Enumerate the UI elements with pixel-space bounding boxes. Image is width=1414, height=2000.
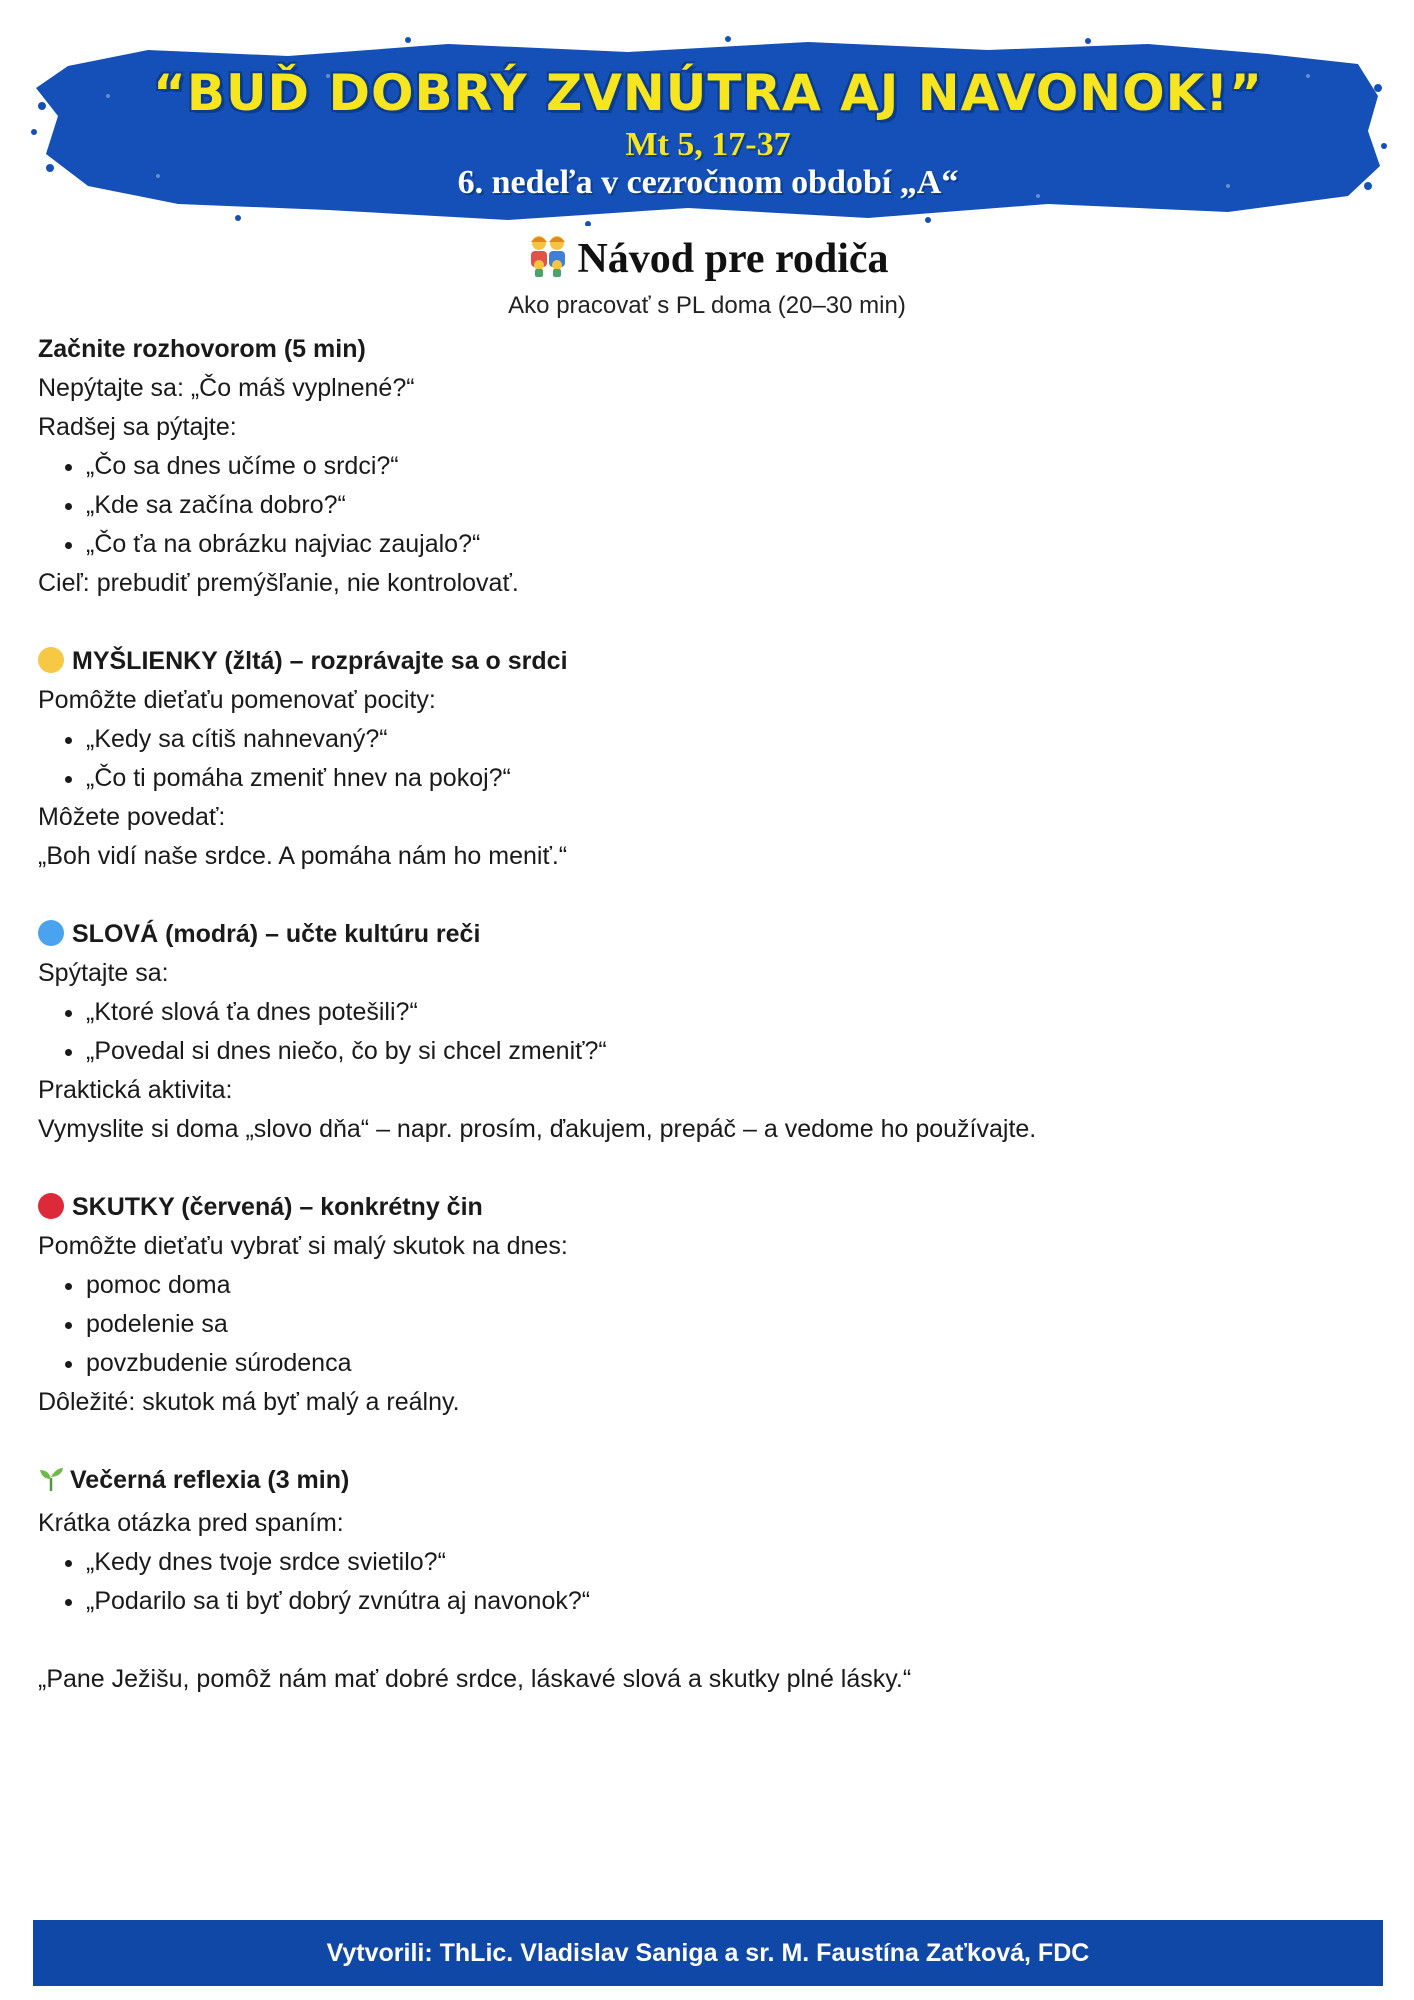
list-item: • „Kedy sa cítiš nahnevaný?“ xyxy=(86,720,1368,759)
list-item: • „Kedy dnes tvoje srdce svietilo?“ xyxy=(86,1543,1368,1582)
yellow-dot-icon xyxy=(38,647,64,673)
words-line: Praktická aktivita: xyxy=(38,1076,233,1104)
deeds-line: Pomôžte dieťaťu vybrať si malý skutok na dnes: xyxy=(38,1232,568,1260)
sprout-icon xyxy=(38,1465,64,1504)
thoughts-line: Môžete povedať: xyxy=(38,803,226,831)
words-line: Spýtajte sa: xyxy=(38,959,169,987)
list-item: • „Povedal si dnes niečo, čo by si chcel zmeniť?“ xyxy=(86,1032,1368,1071)
list-item: • „Čo sa dnes učíme o srdci?“ xyxy=(86,447,1368,486)
words-heading xyxy=(38,915,1368,954)
thoughts-line: Pomôžte dieťaťu pomenovať pocity: xyxy=(38,686,436,714)
intro-heading: Začnite rozhovorom (5 min) xyxy=(38,335,366,363)
footer-credits: Vytvorili: ThLic. Vladislav Saniga a sr. M. Faustína Zaťková, FDC xyxy=(33,1920,1383,1986)
words-heading-text: SLOVÁ (modrá) – učte kultúru reči xyxy=(72,920,481,948)
closing-prayer: „Pane Ježišu, pomôž nám mať dobré srdce, láskavé slová a skutky plné lásky.“ xyxy=(38,1665,912,1693)
instructions-content xyxy=(38,330,1368,1699)
list-item: • „Čo ťa na obrázku najviac zaujalo?“ xyxy=(86,525,1368,564)
reflection-heading-text: Večerná reflexia (3 min) xyxy=(70,1466,350,1494)
header-banner xyxy=(28,36,1388,226)
list-item: • povzbudenie súrodenca xyxy=(86,1344,1368,1383)
scripture-reference: Mt 5, 17-37 xyxy=(625,126,791,163)
banner-subtitle: 6. nedeľa v cezročnom období „A“ xyxy=(457,164,959,201)
intro-line: Radšej sa pýtajte: xyxy=(38,413,237,441)
words-line: Vymyslite si doma „slovo dňa“ – napr. prosím, ďakujem, prepáč – a vedome ho používajte. xyxy=(38,1115,1037,1143)
deeds-heading-text: SKUTKY (červená) – konkrétny čin xyxy=(72,1193,483,1221)
deeds-list xyxy=(38,1266,1368,1383)
family-icon xyxy=(525,232,571,289)
list-item: • „Kde sa začína dobro?“ xyxy=(86,486,1368,525)
thoughts-questions xyxy=(38,720,1368,798)
intro-questions xyxy=(38,447,1368,564)
list-item: • „Ktoré slová ťa dnes potešili?“ xyxy=(86,993,1368,1032)
list-item: • „Podarilo sa ti byť dobrý zvnútra aj navonok?“ xyxy=(86,1582,1368,1621)
reflection-heading xyxy=(38,1461,1368,1504)
deeds-line: Dôležité: skutok má byť malý a reálny. xyxy=(38,1388,460,1416)
blue-dot-icon xyxy=(38,920,64,946)
red-dot-icon xyxy=(38,1193,64,1219)
page-title xyxy=(0,232,1414,289)
thoughts-heading xyxy=(38,642,1368,681)
banner-title: “BUĎ DOBRÝ ZVNÚTRA AJ NAVONOK!” xyxy=(152,64,1264,122)
page-subtitle: Ako pracovať s PL doma (20–30 min) xyxy=(508,292,906,319)
intro-goal: Cieľ: prebudiť premýšľanie, nie kontrolovať. xyxy=(38,569,519,597)
list-item: • „Čo ti pomáha zmeniť hnev na pokoj?“ xyxy=(86,759,1368,798)
list-item: • podelenie sa xyxy=(86,1305,1368,1344)
deeds-heading xyxy=(38,1188,1368,1227)
reflection-questions xyxy=(38,1543,1368,1621)
list-item: • pomoc doma xyxy=(86,1266,1368,1305)
thoughts-heading-text: MYŠLIENKY (žltá) – rozprávajte sa o srdci xyxy=(72,647,568,675)
words-questions xyxy=(38,993,1368,1071)
thoughts-line: „Boh vidí naše srdce. A pomáha nám ho meniť.“ xyxy=(38,842,568,870)
title-text: Návod pre rodiča xyxy=(577,236,889,282)
reflection-line: Krátka otázka pred spaním: xyxy=(38,1509,344,1537)
intro-line: Nepýtajte sa: „Čo máš vyplnené?“ xyxy=(38,374,415,402)
